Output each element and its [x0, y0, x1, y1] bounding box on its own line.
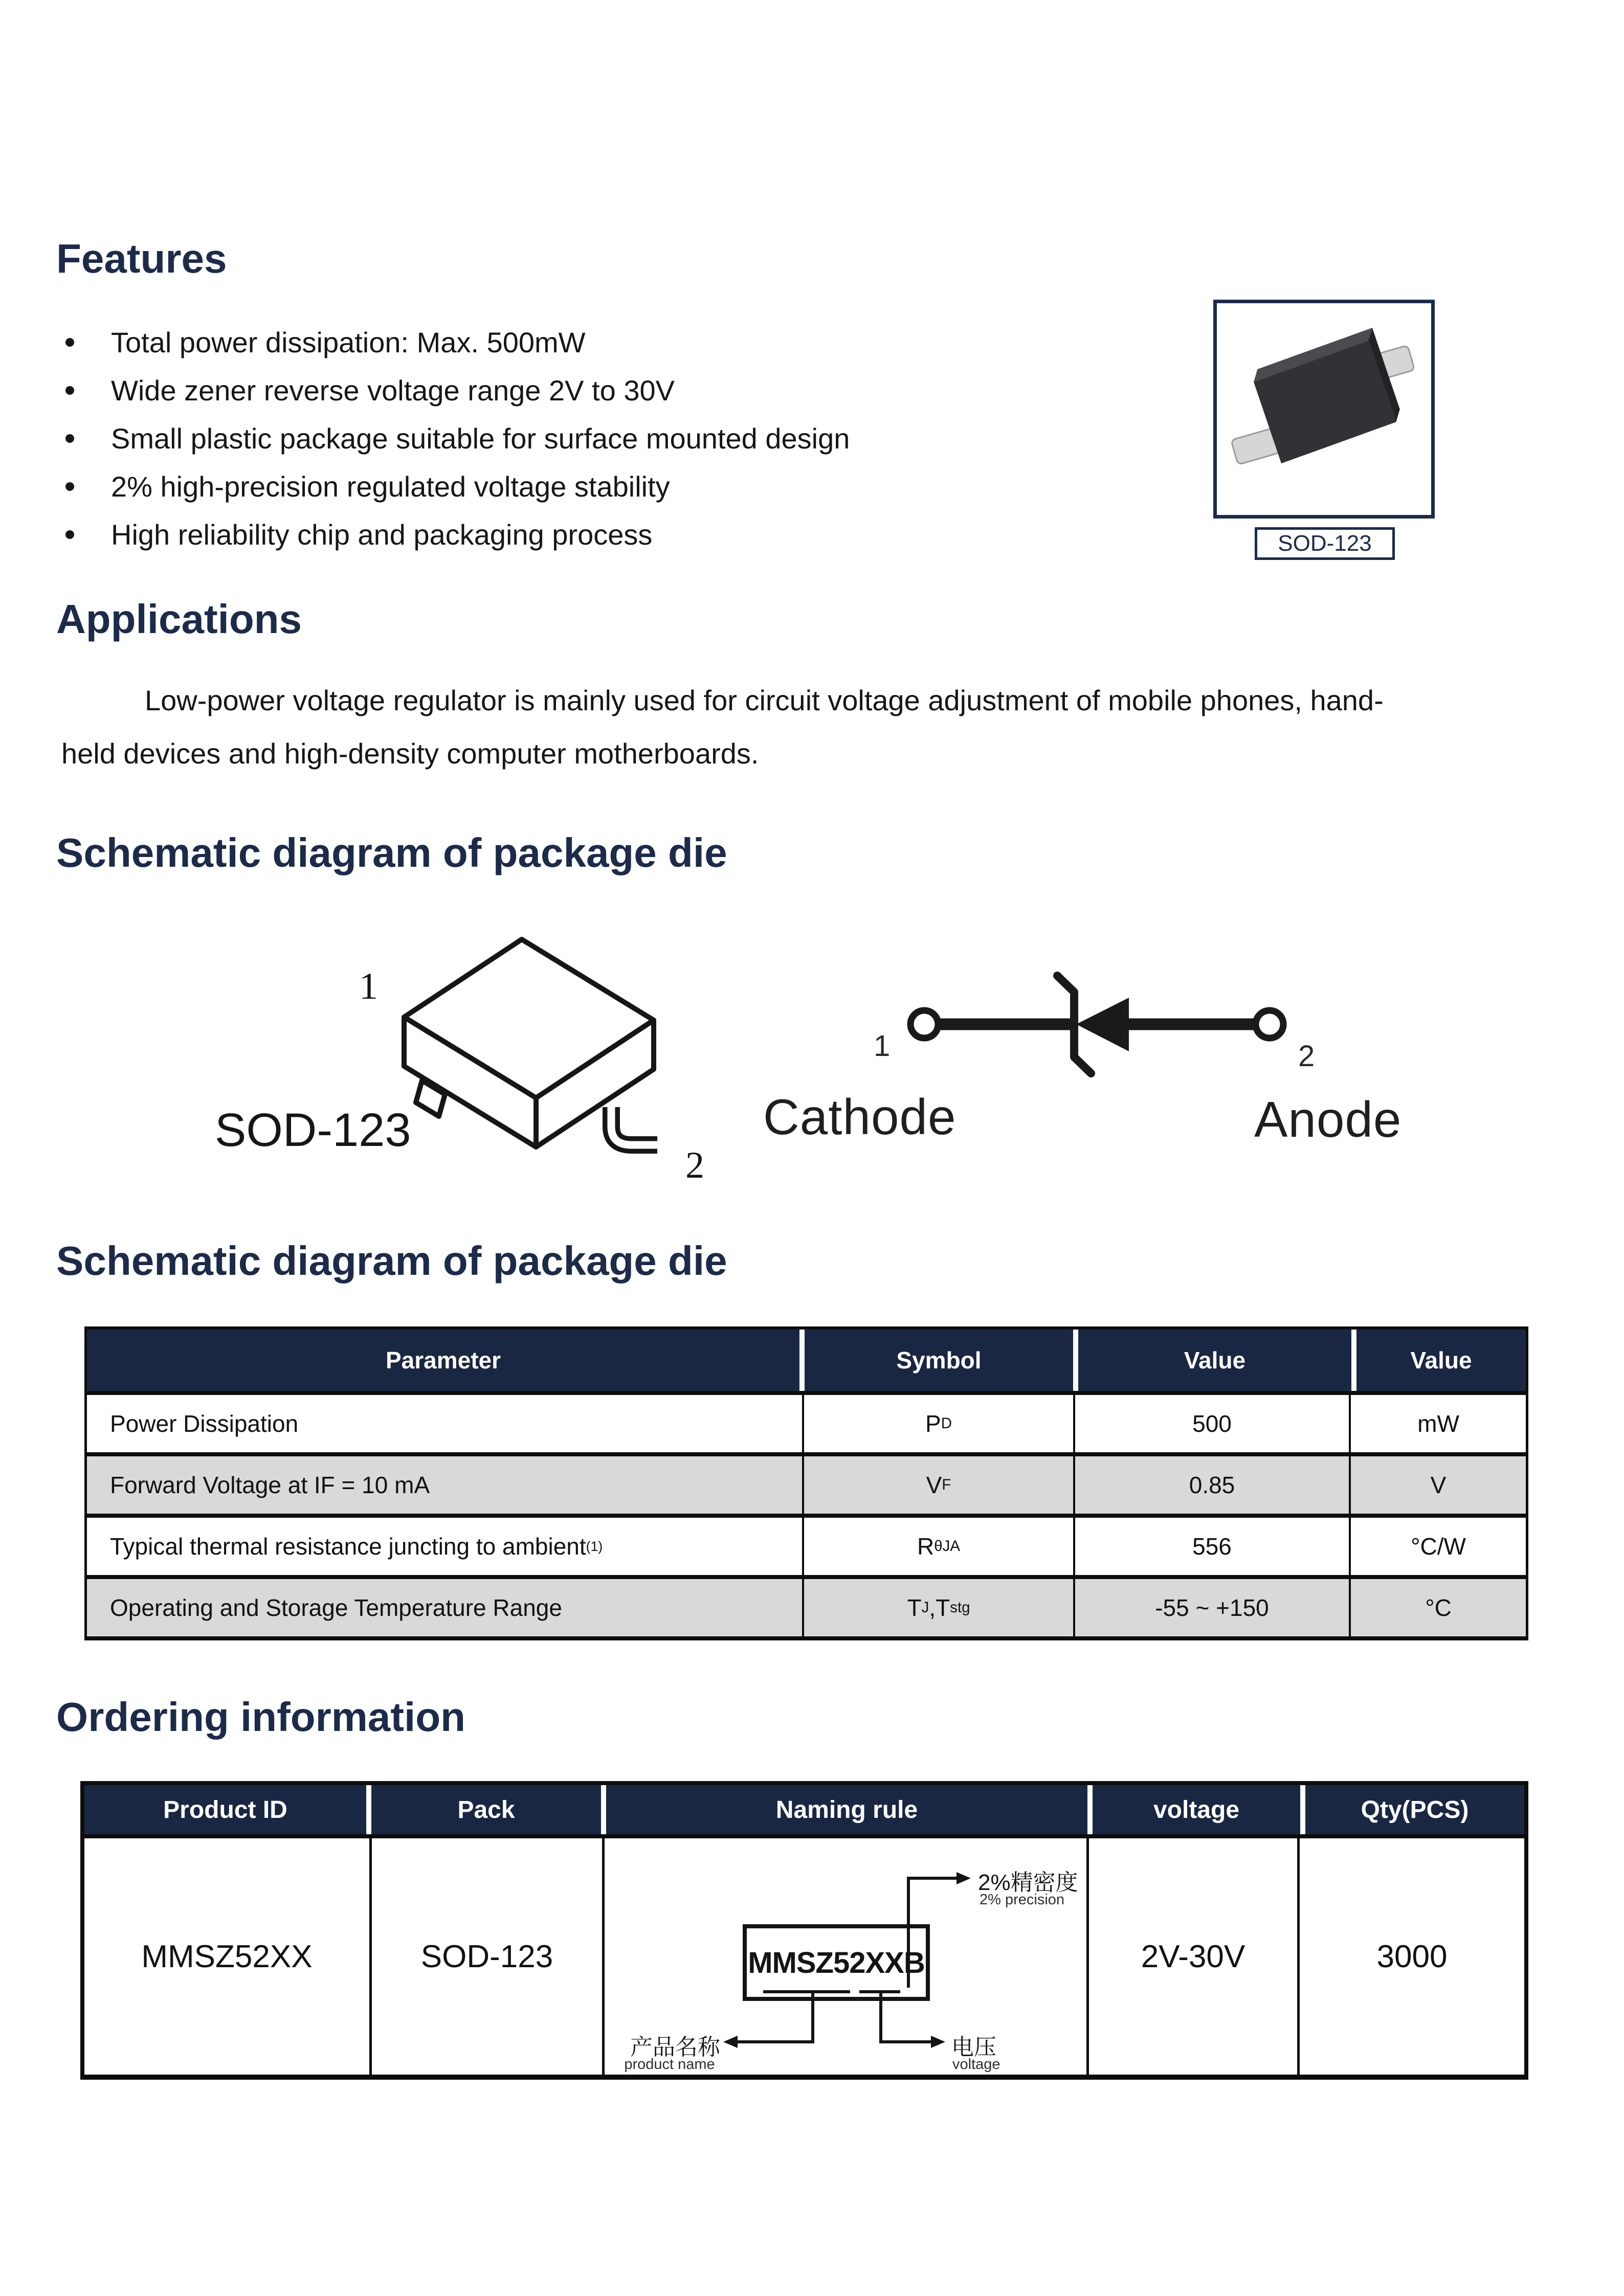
list-item	[65, 318, 850, 366]
column-header: Naming rule	[606, 1785, 1087, 1834]
table-row	[87, 1452, 1526, 1514]
zener-diode-symbol	[898, 969, 1297, 1079]
table-row	[84, 1834, 1524, 2075]
feature-text: Small plastic package suitable for surface mounted design	[111, 422, 850, 455]
list-item	[65, 366, 850, 414]
product-name-label-zh: 产品名称	[630, 2035, 720, 2060]
applications-heading: Applications	[56, 596, 302, 642]
part-number-box: MMSZ52XXB	[743, 1924, 930, 2001]
package-caption: SOD-123	[1255, 527, 1395, 560]
bullet-icon	[65, 386, 74, 395]
column-header: Pack	[371, 1785, 601, 1834]
parameter-cell: Typical thermal resistance juncting to ambient (1)	[110, 1533, 603, 1560]
parameter-cell: Forward Voltage at IF = 10 mA	[110, 1472, 430, 1498]
schematic-heading: Schematic diagram of package die	[56, 830, 727, 875]
symbol-cell: R θJA	[802, 1518, 1073, 1575]
column-header: voltage	[1093, 1785, 1300, 1834]
value-cell: 556	[1073, 1518, 1349, 1575]
symbol-cell: P D	[802, 1395, 1073, 1452]
list-item	[65, 462, 850, 510]
table-row	[87, 1514, 1526, 1575]
feature-text: Wide zener reverse voltage range 2V to 30V	[111, 374, 675, 407]
column-header: Symbol	[805, 1330, 1073, 1391]
product-name-label-en: product name	[624, 2056, 715, 2073]
parameter-cell: Power Dissipation	[110, 1410, 299, 1437]
parameter-cell: Operating and Storage Temperature Range	[110, 1594, 562, 1621]
ratings-table	[84, 1326, 1528, 1640]
naming-rule-cell	[602, 1838, 1086, 2075]
voltage-cell: 2V-30V	[1086, 1838, 1297, 2075]
column-header: Parameter	[87, 1330, 799, 1391]
pkg-pin1-label: 1	[359, 965, 378, 1007]
package-outline-label: SOD-123	[215, 1104, 411, 1156]
ordering-table-header	[84, 1785, 1524, 1834]
column-header: Value	[1356, 1330, 1526, 1391]
sod123-package-image	[1217, 303, 1431, 515]
unit-cell: V	[1349, 1456, 1526, 1514]
bullet-icon	[65, 530, 74, 539]
product-id-cell: MMSZ52XX	[141, 1939, 313, 1974]
symbol-cell: V F	[802, 1456, 1073, 1514]
column-header: Product ID	[84, 1785, 366, 1834]
symbol-cell: T J ,T stg	[802, 1579, 1073, 1636]
feature-text: High reliability chip and packaging process	[111, 518, 653, 551]
unit-cell: °C	[1349, 1579, 1526, 1636]
unit-cell: mW	[1349, 1395, 1526, 1452]
list-item	[65, 414, 850, 462]
table-row	[87, 1391, 1526, 1452]
diode-pin2-label: 2	[1298, 1040, 1315, 1073]
pkg-pin2-label: 2	[685, 1144, 704, 1186]
qty-cell: 3000	[1297, 1838, 1524, 2075]
feature-text: 2% high-precision regulated voltage stability	[111, 470, 670, 503]
bullet-icon	[65, 482, 74, 491]
applications-paragraph-line2: held devices and high-density computer motherboards.	[61, 737, 759, 770]
feature-text: Total power dissipation: Max. 500mW	[111, 326, 586, 358]
list-item	[65, 510, 850, 558]
column-header: Qty(PCS)	[1305, 1785, 1524, 1834]
ratings-heading: Schematic diagram of package die	[56, 1238, 727, 1284]
ratings-table-header	[87, 1330, 1526, 1391]
voltage-label-en: voltage	[952, 2056, 1000, 2073]
bullet-icon	[65, 338, 74, 347]
diode-pin1-label: 1	[874, 1029, 891, 1063]
cathode-label: Cathode	[763, 1089, 956, 1145]
applications-paragraph-line1: Low-power voltage regulator is mainly used for circuit voltage adjustment of mobile phones, hand-	[145, 684, 1384, 716]
value-cell: -55 ~ +150	[1073, 1579, 1349, 1636]
value-cell: 0.85	[1073, 1456, 1349, 1514]
features-heading: Features	[56, 236, 227, 281]
naming-rule-diagram	[605, 1838, 1086, 2075]
pack-cell: SOD-123	[369, 1838, 602, 2075]
unit-cell: °C/W	[1349, 1518, 1526, 1575]
precision-label-zh: 2%精密度	[978, 1870, 1078, 1895]
bullet-icon	[65, 434, 74, 443]
package-photo-frame	[1213, 300, 1435, 519]
precision-label-en: 2% precision	[980, 1892, 1065, 1908]
column-header: Value	[1078, 1330, 1351, 1391]
ordering-heading: Ordering information	[56, 1694, 465, 1740]
voltage-label-zh: 电压	[951, 2035, 996, 2060]
ratings-table-body	[87, 1391, 1526, 1636]
value-cell: 500	[1073, 1395, 1349, 1452]
anode-label: Anode	[1254, 1091, 1402, 1147]
features-list	[65, 318, 850, 558]
table-row	[87, 1575, 1526, 1636]
ordering-table	[80, 1781, 1528, 2080]
